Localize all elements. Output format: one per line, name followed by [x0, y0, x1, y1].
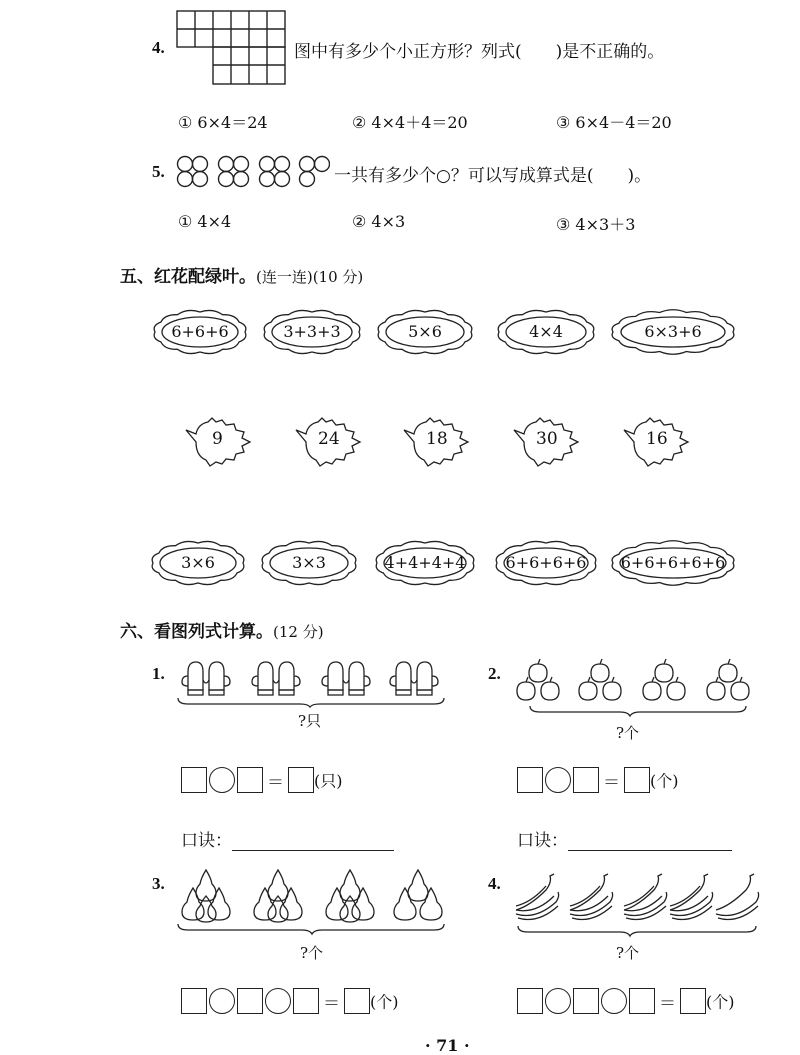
section6-heading: [120, 617, 324, 642]
pear-group-icon: [254, 870, 302, 922]
banana-bunch-icon: [516, 874, 559, 920]
flower-label: 3×3: [292, 553, 326, 572]
p1-koujue: [181, 826, 394, 851]
operator-circle[interactable]: [209, 767, 235, 793]
flower-label: 6+6+6+6: [505, 553, 587, 572]
apple-group-icon: [579, 659, 621, 700]
answer-box[interactable]: [181, 767, 207, 793]
pear-group-icon: [394, 870, 442, 920]
flower-label: 6+6+6+6+6: [620, 553, 726, 572]
operator-circle[interactable]: [209, 988, 235, 1014]
koujue-label: 口诀：: [181, 831, 232, 851]
equals-sign: ＝: [323, 993, 340, 1014]
koujue-label: 口诀：: [517, 831, 568, 851]
brace-icon: [178, 698, 444, 707]
flower-label: 3×6: [181, 553, 215, 572]
answer-box[interactable]: [517, 767, 543, 793]
unit-label: (个): [706, 992, 735, 1012]
q5-circle-groups-figure: [176, 155, 330, 189]
q5-option-3: ③ 4×3＋3: [556, 215, 636, 234]
q5-option-1: ① 4×4: [178, 212, 232, 231]
p4-brace-label: ?个: [616, 944, 640, 962]
answer-box[interactable]: [573, 767, 599, 793]
flower-bottom-1[interactable]: [150, 540, 246, 586]
apple-group-icon: [707, 659, 749, 700]
q5-question: 一共有多少个○？可以写成算式是( )。: [334, 166, 652, 186]
flower-bottom-4[interactable]: [494, 540, 598, 586]
q5-number: 5.: [152, 162, 165, 181]
leaf-label: 24: [318, 429, 340, 449]
leaf-label: 16: [646, 429, 668, 449]
flower-top-1[interactable]: [152, 309, 248, 355]
flower-label: 4×4: [529, 322, 563, 341]
p4-equation: [517, 988, 735, 1014]
leaf-label: 18: [426, 429, 448, 449]
answer-box[interactable]: [344, 988, 370, 1014]
p2-equation: [517, 767, 679, 793]
operator-circle[interactable]: [601, 988, 627, 1014]
equals-sign: ＝: [603, 772, 620, 793]
q5-option-2: ② 4×3: [352, 212, 406, 231]
q4-number: 4.: [152, 38, 165, 57]
p1-mittens-figure: [176, 658, 448, 708]
banana-bunch-icon: [716, 874, 759, 920]
p3-equation: [181, 988, 399, 1014]
banana-bunch-icon: [570, 874, 613, 920]
p4-number: 4.: [488, 874, 501, 893]
flower-bottom-5[interactable]: [610, 540, 736, 586]
brace-icon: [178, 924, 444, 934]
unit-label: (个): [650, 771, 679, 791]
answer-box[interactable]: [237, 767, 263, 793]
p3-brace-label: ?个: [300, 944, 324, 962]
equals-sign: ＝: [659, 993, 676, 1014]
section6-points: (12 分): [273, 623, 324, 641]
koujue-answer-line[interactable]: [568, 832, 732, 851]
section6-title: 六、看图列式计算。: [120, 622, 273, 642]
brace-icon: [530, 706, 746, 716]
koujue-answer-line[interactable]: [232, 832, 394, 851]
operator-circle[interactable]: [265, 988, 291, 1014]
flower-label: 4+4+4+4: [384, 553, 466, 572]
mitten-pair-icon: [182, 662, 230, 695]
answer-box[interactable]: [629, 988, 655, 1014]
leaf-label: 9: [212, 429, 223, 449]
flower-bottom-3[interactable]: [374, 540, 476, 586]
p2-apples-figure: [510, 658, 760, 718]
p2-number: 2.: [488, 664, 501, 683]
flower-top-3[interactable]: [376, 309, 474, 355]
pear-group-icon: [182, 870, 230, 922]
pear-group-icon: [326, 870, 374, 922]
p2-koujue: [517, 826, 732, 851]
flower-bottom-2[interactable]: [260, 540, 358, 586]
operator-circle[interactable]: [545, 988, 571, 1014]
p3-number: 3.: [152, 874, 165, 893]
leaf-label: 30: [536, 429, 558, 449]
leaf-5[interactable]: [622, 416, 692, 468]
leaf-4[interactable]: [512, 416, 582, 468]
q4-grid-figure: [176, 10, 288, 86]
p1-number: 1.: [152, 664, 165, 683]
answer-box[interactable]: [181, 988, 207, 1014]
unit-label: (个): [370, 992, 399, 1012]
operator-circle[interactable]: [545, 767, 571, 793]
answer-box[interactable]: [237, 988, 263, 1014]
answer-box[interactable]: [517, 988, 543, 1014]
flower-top-5[interactable]: [610, 309, 736, 355]
section5-points: (连一连)(10 分): [256, 268, 364, 286]
flower-top-4[interactable]: [496, 309, 596, 355]
mitten-pair-icon: [390, 662, 438, 695]
flower-top-2[interactable]: [262, 309, 362, 355]
answer-box[interactable]: [573, 988, 599, 1014]
brace-icon: [518, 926, 756, 936]
q4-option-2: ② 4×4＋4＝20: [352, 113, 468, 132]
q4-option-3: ③ 6×4－4＝20: [556, 113, 672, 132]
flower-label: 6+6+6: [171, 322, 229, 341]
p1-brace-label: ?只: [298, 712, 322, 730]
page-number: · 71 ·: [425, 1036, 470, 1055]
banana-bunch-icon: [624, 874, 667, 920]
mitten-pair-icon: [252, 662, 300, 695]
p2-brace-label: ?个: [616, 724, 640, 742]
answer-box[interactable]: [624, 767, 650, 793]
flower-label: 5×6: [408, 322, 442, 341]
p1-equation: [181, 767, 343, 793]
banana-bunch-icon: [670, 874, 713, 920]
apple-group-icon: [643, 659, 685, 700]
equals-sign: ＝: [267, 772, 284, 793]
p4-bananas-figure: [510, 866, 766, 942]
leaf-2[interactable]: [294, 416, 364, 468]
q4-question: 图中有多少个小正方形？列式( )是不正确的。: [294, 42, 665, 62]
p3-pears-figure: [176, 866, 448, 936]
answer-box[interactable]: [680, 988, 706, 1014]
answer-box[interactable]: [293, 988, 319, 1014]
flower-label: 6×3+6: [644, 322, 702, 341]
leaf-3[interactable]: [402, 416, 472, 468]
flower-label: 3+3+3: [283, 322, 341, 341]
unit-label: (只): [314, 771, 343, 791]
q4-option-1: ① 6×4＝24: [178, 113, 268, 132]
mitten-pair-icon: [322, 662, 370, 695]
answer-box[interactable]: [288, 767, 314, 793]
section5-title: 五、红花配绿叶。: [120, 267, 256, 287]
leaf-1[interactable]: [184, 416, 254, 468]
section5-heading: [120, 262, 363, 287]
apple-group-icon: [517, 659, 559, 700]
